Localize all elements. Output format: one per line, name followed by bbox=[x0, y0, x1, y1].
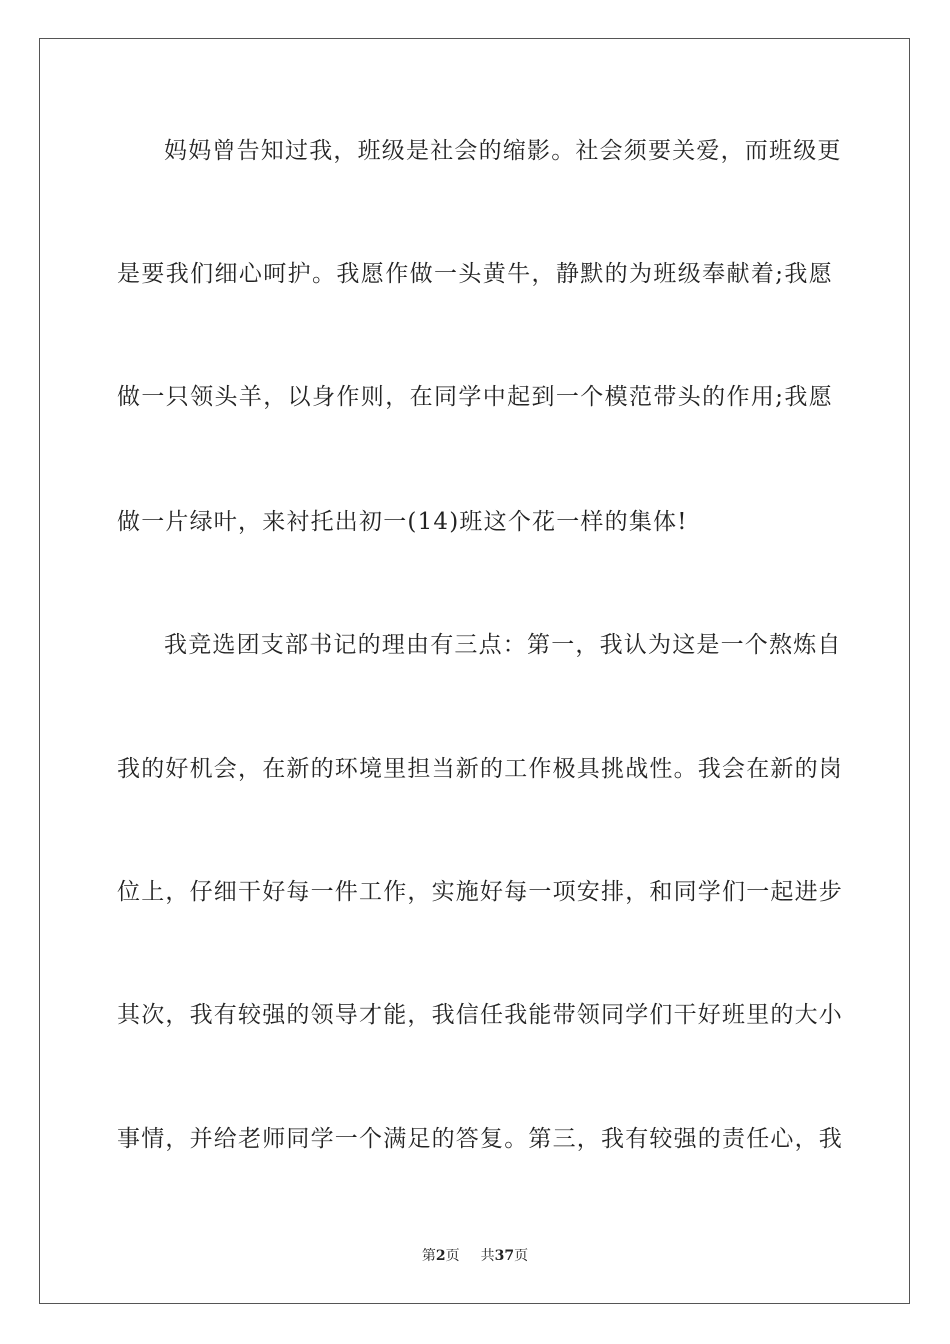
page-prefix: 第 bbox=[421, 1248, 436, 1264]
text-line: 我的好机会，在新的环境里担当新的工作极具挑战性。我会在新的岗 bbox=[117, 756, 843, 782]
total-suffix: 页 bbox=[514, 1248, 529, 1264]
text-line: 是要我们细心呵护。我愿作做一头黄牛，静默的为班级奉献着;我愿 bbox=[117, 261, 833, 287]
page-total-label bbox=[481, 1248, 528, 1264]
text-line: 做一片绿叶，来衬托出初一(14)班这个花一样的集体! bbox=[117, 509, 688, 535]
total-prefix: 共 bbox=[480, 1248, 495, 1264]
text-line: 妈妈曾告知过我，班级是社会的缩影。社会须要关爱，而班级更 bbox=[164, 138, 842, 164]
text-line: 其次，我有较强的领导才能，我信任我能带领同学们干好班里的大小 bbox=[117, 1002, 843, 1028]
current-page-number: 2 bbox=[435, 1248, 446, 1264]
page-border bbox=[39, 38, 910, 1304]
page-number-label bbox=[422, 1248, 464, 1264]
text-line: 事情，并给老师同学一个满足的答复。第三，我有较强的责任心，我 bbox=[117, 1126, 843, 1152]
page-footer bbox=[0, 1246, 950, 1266]
text-line: 做一只领头羊，以身作则，在同学中起到一个模范带头的作用;我愿 bbox=[117, 384, 833, 410]
total-page-count: 37 bbox=[494, 1248, 515, 1264]
text-line: 我竞选团支部书记的理由有三点：第一，我认为这是一个熬炼自 bbox=[164, 632, 842, 658]
page-suffix: 页 bbox=[445, 1248, 460, 1264]
text-line: 位上，仔细干好每一件工作，实施好每一项安排，和同学们一起进步 bbox=[117, 879, 843, 905]
